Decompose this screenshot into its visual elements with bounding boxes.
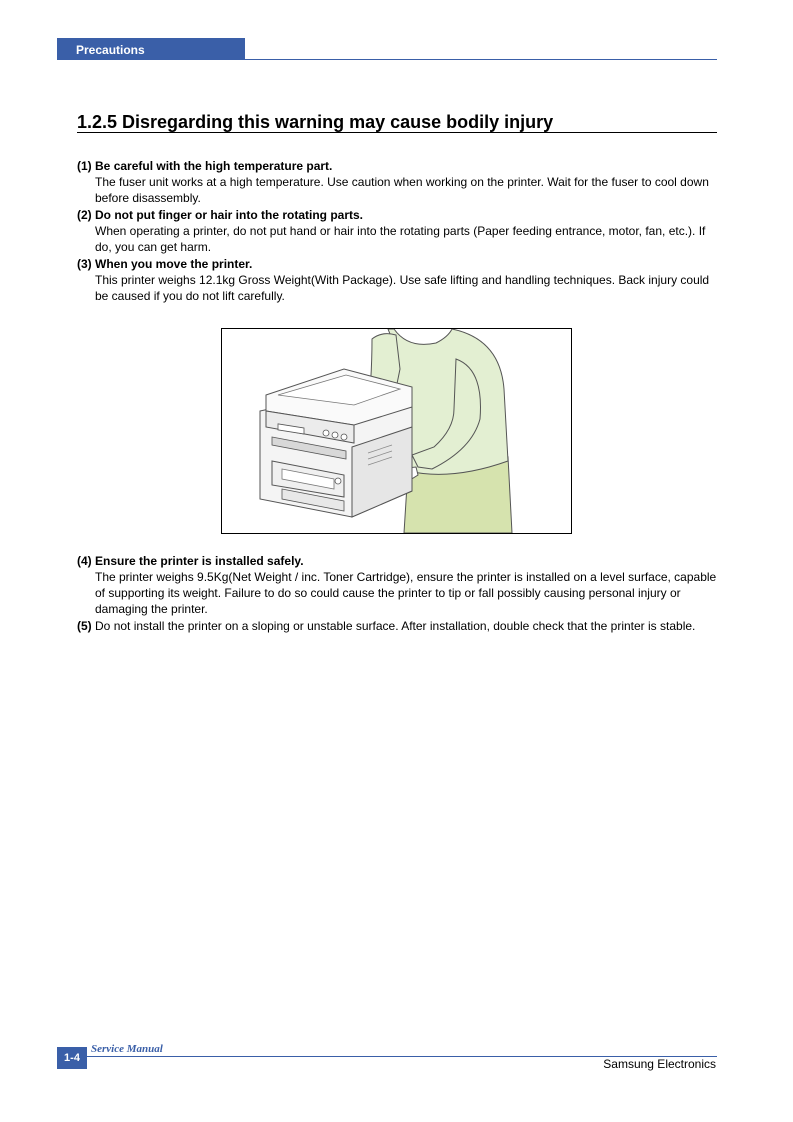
list-item: [77, 158, 719, 206]
person-lifting-printer-drawing: [222, 329, 571, 533]
manual-label: Service Manual: [91, 1043, 163, 1055]
list-item: [77, 207, 719, 255]
printer-lifting-illustration: [221, 328, 572, 534]
item-number: (4): [77, 554, 92, 568]
item-body: The printer weighs 9.5Kg(Net Weight / inc. Toner Cartridge), ensure the printer is installed on a level surface, capable of supporting its weight. Failure to do so could cause the printer to tip or fall possibly causing personal injury or damaging the printer.: [95, 570, 717, 616]
item-heading: Be careful with the high temperature part.: [95, 159, 333, 173]
company-name: Samsung Electronics: [603, 1057, 716, 1071]
title-rule: [77, 132, 717, 133]
header-rule: [57, 59, 717, 60]
item-body: This printer weighs 12.1kg Gross Weight(With Package). Use safe lifting and handling techniques. Back injury could be caused if you do not lift carefully.: [95, 273, 710, 303]
item-heading: When you move the printer.: [95, 257, 253, 271]
item-body: When operating a printer, do not put hand or hair into the rotating parts (Paper feeding entrance, motor, fan, etc.). If do, you can get harm.: [95, 224, 706, 254]
item-heading: Ensure the printer is installed safely.: [95, 554, 304, 568]
item-number: (1): [77, 159, 92, 173]
list-item: [77, 256, 719, 304]
item-heading: Do not put finger or hair into the rotating parts.: [95, 208, 363, 222]
item-body: The fuser unit works at a high temperature. Use caution when working on the printer. Wait for the fuser to cool down before disassembly.: [95, 175, 709, 205]
item-number: (2): [77, 208, 92, 222]
page-title: 1.2.5 Disregarding this warning may cause bodily injury: [77, 112, 554, 132]
warning-list-top: [77, 158, 719, 305]
section-tab: Precautions: [57, 38, 245, 60]
page-number: 1-4: [57, 1047, 87, 1069]
list-item: [77, 553, 719, 617]
list-item: [77, 618, 719, 634]
item-number: (5): [77, 619, 92, 633]
item-number: (3): [77, 257, 92, 271]
warning-list-bottom: [77, 553, 719, 635]
item-text: Do not install the printer on a sloping or unstable surface. After installation, double check that the printer is stable.: [95, 619, 696, 633]
